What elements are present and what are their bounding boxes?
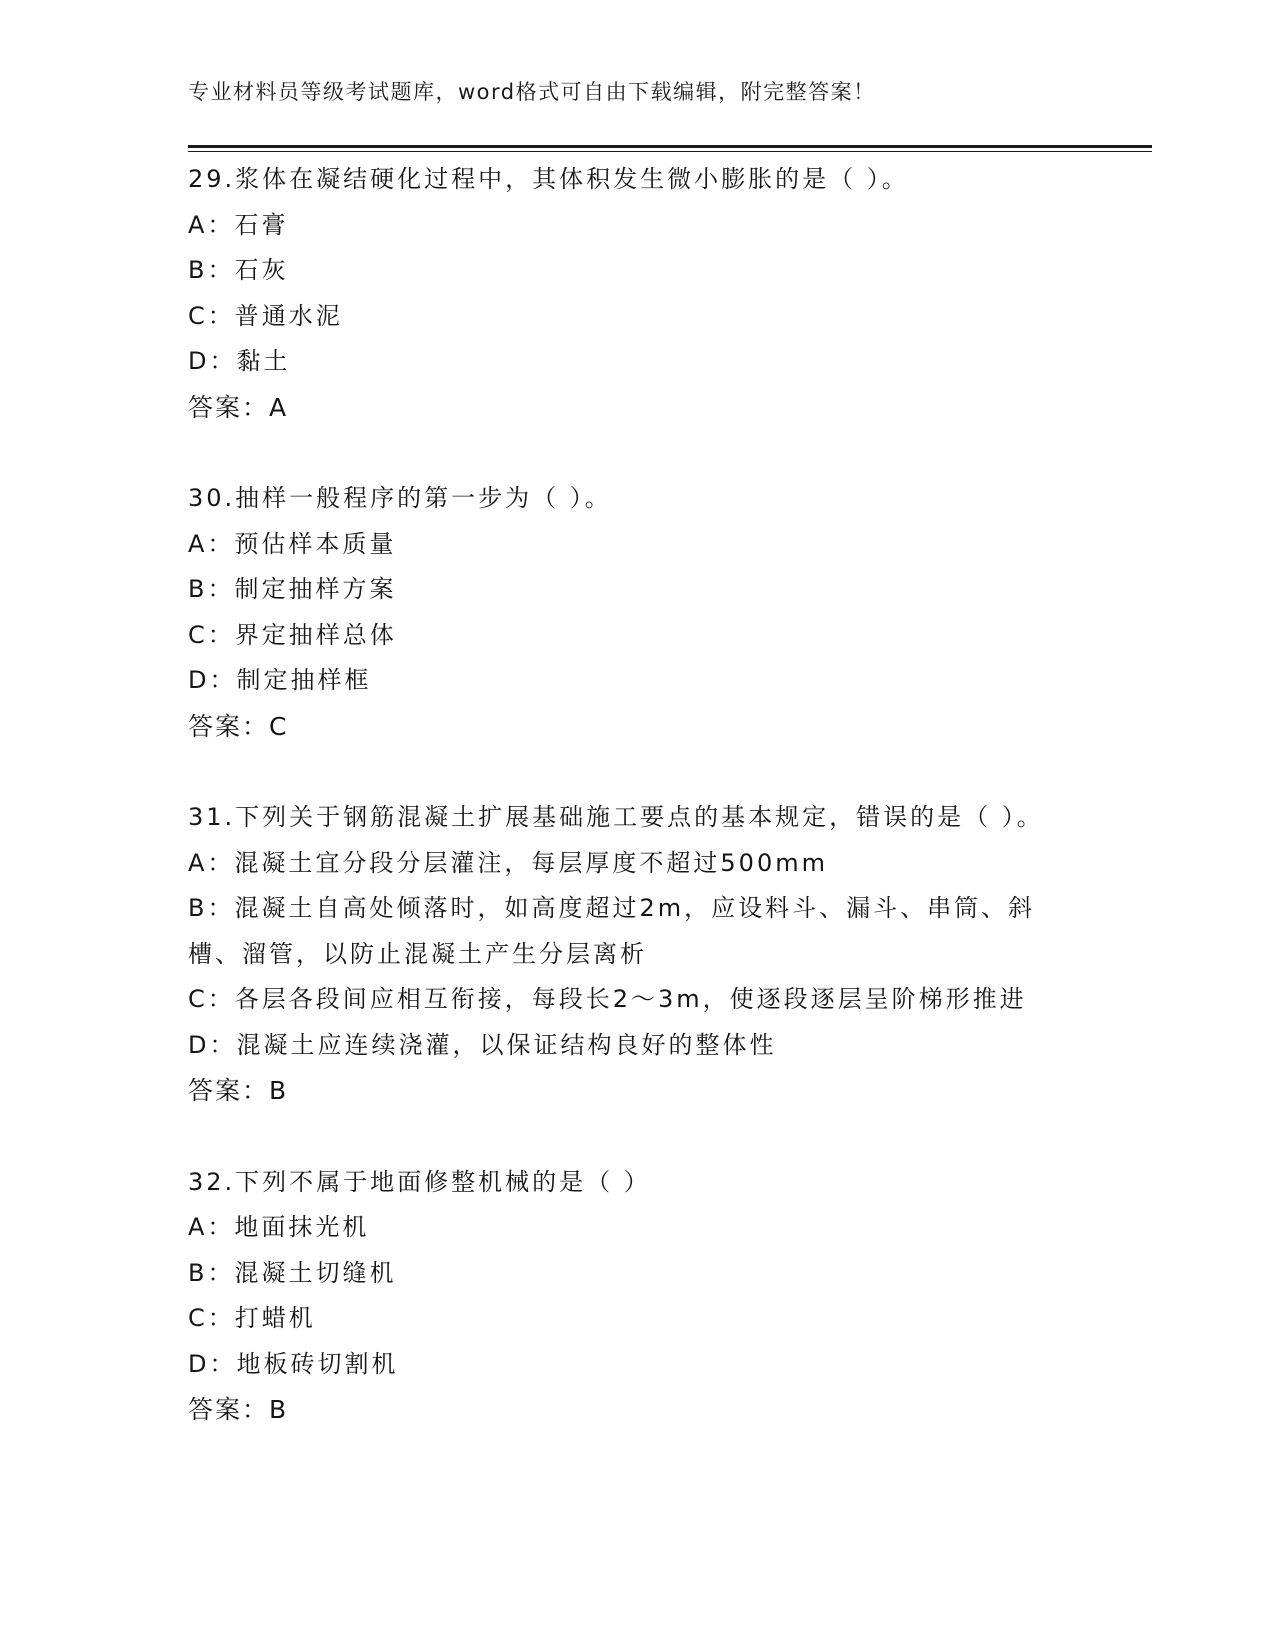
question-30 [188, 476, 1088, 749]
option-b: B：石灰 [188, 256, 289, 284]
option-a: A：混凝土宜分段分层灌注，每层厚度不超过500mm [188, 848, 828, 877]
header-rule-thick [188, 145, 1152, 148]
option-a: A：预估样本质量 [188, 529, 397, 558]
option-a: A：石膏 [188, 210, 289, 239]
answer-line: 答案：A [188, 392, 289, 422]
option-d: D：混凝土应连续浇灌，以保证结构良好的整体性 [188, 1030, 777, 1059]
option-c: C：打蜡机 [188, 1304, 316, 1332]
option-d: D：黏土 [188, 347, 291, 375]
header-rule-thin [188, 151, 1152, 152]
answer-line: 答案：B [188, 1076, 289, 1105]
option-b: B：制定抽样方案 [188, 575, 397, 603]
question-29 [188, 157, 1088, 430]
option-b: B：混凝土切缝机 [188, 1258, 397, 1287]
option-c: C：界定抽样总体 [188, 620, 397, 649]
question-stem: 29.浆体在凝结硬化过程中，其体积发生微小膨胀的是（ ）。 [188, 165, 909, 193]
question-stem: 30.抽样一般程序的第一步为（ ）。 [188, 484, 612, 512]
option-b: B：混凝土自高处倾落时，如高度超过2m，应设料斗、漏斗、串筒、斜槽、溜管，以防止混凝土产生分层离析 [188, 894, 1036, 968]
question-32 [188, 1160, 1088, 1433]
option-a: A：地面抹光机 [188, 1213, 370, 1241]
page-header: 专业材料员等级考试题库，word格式可自由下载编辑，附完整答案！ [188, 80, 876, 104]
answer-line: 答案：C [188, 711, 289, 741]
option-d: D：制定抽样框 [188, 666, 372, 694]
question-stem: 31.下列关于钢筋混凝土扩展基础施工要点的基本规定，错误的是（ ）。 [188, 803, 1044, 831]
question-stem: 32.下列不属于地面修整机械的是（ ） [188, 1167, 651, 1196]
question-list [188, 157, 1088, 1479]
option-c: C：普通水泥 [188, 301, 343, 330]
option-c: C：各层各段间应相互衔接，每段长2～3m，使逐段逐层呈阶梯形推进 [188, 985, 1027, 1013]
answer-line: 答案：B [188, 1395, 289, 1424]
option-d: D：地板砖切割机 [188, 1349, 399, 1378]
question-31 [188, 795, 1088, 1114]
